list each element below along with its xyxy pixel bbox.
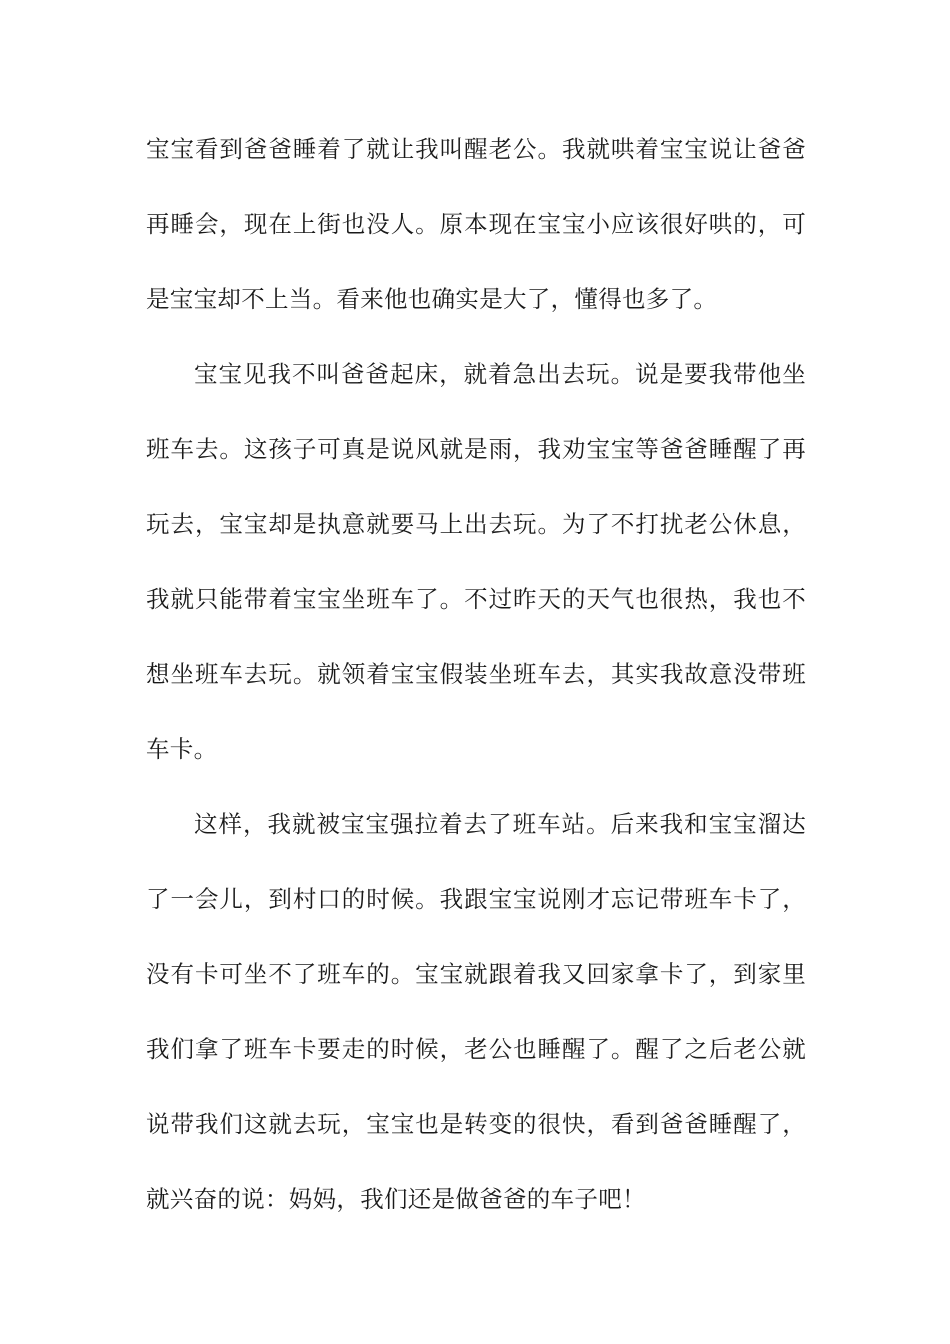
text-line: 我就只能带着宝宝坐班车了。不过昨天的天气也很热，我也不 bbox=[146, 585, 806, 613]
paragraph-3 bbox=[146, 787, 806, 1237]
paragraph-1 bbox=[146, 112, 806, 337]
text-line: 我们拿了班车卡要走的时候，老公也睡醒了。醒了之后老公就 bbox=[146, 1035, 806, 1063]
text-line: 想坐班车去玩。就领着宝宝假装坐班车去，其实我故意没带班 bbox=[146, 660, 806, 688]
text-line: 了一会儿，到村口的时候。我跟宝宝说刚才忘记带班车卡了， bbox=[146, 885, 806, 913]
text-line: 班车去。这孩子可真是说风就是雨，我劝宝宝等爸爸睡醒了再 bbox=[146, 435, 806, 463]
text-line: 说带我们这就去玩，宝宝也是转变的很快，看到爸爸睡醒了， bbox=[146, 1110, 806, 1138]
text-line: 再睡会，现在上街也没人。原本现在宝宝小应该很好哄的，可 bbox=[146, 210, 806, 238]
text-line: 没有卡可坐不了班车的。宝宝就跟着我又回家拿卡了，到家里 bbox=[146, 960, 806, 988]
text-line: 玩去，宝宝却是执意就要马上出去玩。为了不打扰老公休息， bbox=[146, 510, 806, 538]
text-line: 宝宝见我不叫爸爸起床，就着急出去玩。说是要我带他坐 bbox=[194, 360, 806, 388]
document-body bbox=[146, 112, 806, 1237]
text-line: 车卡。 bbox=[146, 735, 218, 763]
text-line: 这样，我就被宝宝强拉着去了班车站。后来我和宝宝溜达 bbox=[194, 810, 806, 838]
text-line: 就兴奋的说：妈妈，我们还是做爸爸的车子吧！ bbox=[146, 1185, 646, 1213]
text-line: 宝宝看到爸爸睡着了就让我叫醒老公。我就哄着宝宝说让爸爸 bbox=[146, 135, 806, 163]
text-line: 是宝宝却不上当。看来他也确实是大了，懂得也多了。 bbox=[146, 285, 718, 313]
paragraph-2 bbox=[146, 337, 806, 787]
